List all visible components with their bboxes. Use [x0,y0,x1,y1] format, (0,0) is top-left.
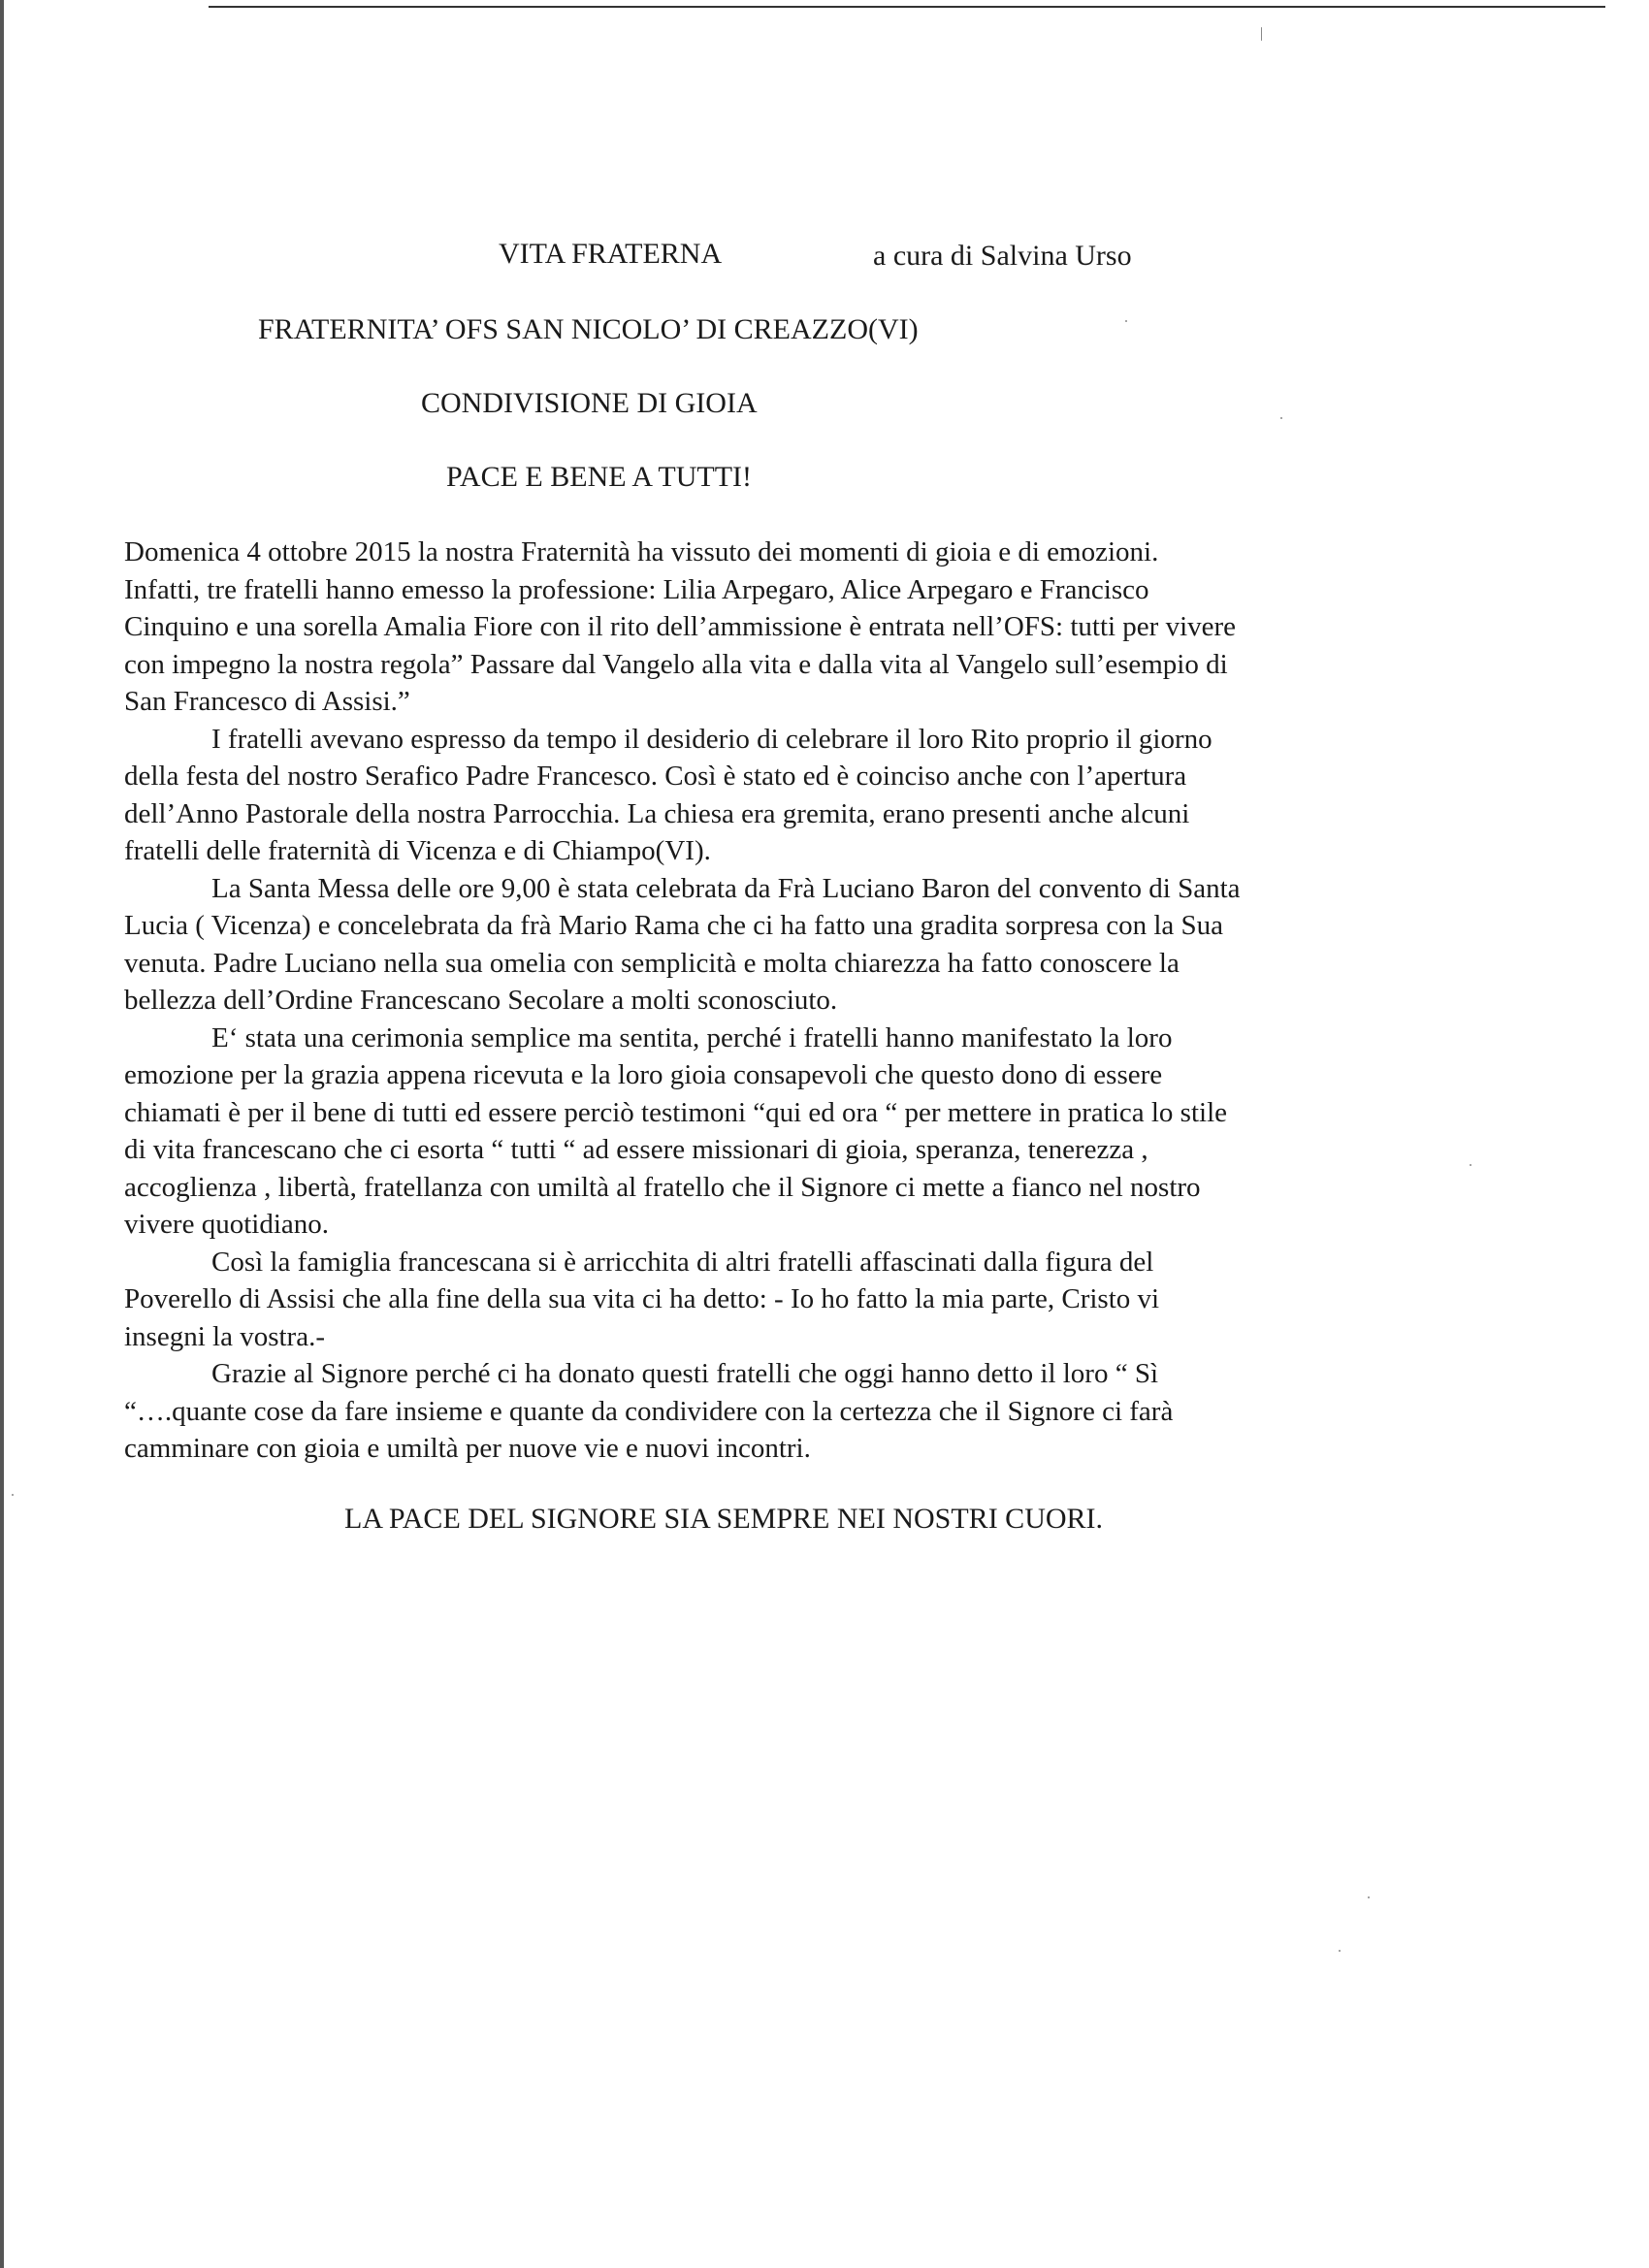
scan-top-rule [209,6,1605,8]
section-title: VITA FRATERNA [499,238,723,270]
greeting: PACE E BENE A TUTTI! [446,461,753,493]
body-line: “….quante cose da fare insieme e quante da condividere con la certezza che il Signore ci farà [124,1395,1174,1427]
body-line: dell’Anno Pastorale della nostra Parrocchia. La chiesa era gremita, erano presenti anche alcuni [124,797,1190,829]
body-line: Così la famiglia francescana si è arricchita di altri fratelli affascinati dalla figura del [211,1246,1154,1278]
scan-speck [1125,320,1127,322]
scan-speck [1261,27,1262,41]
body-line: accoglienza , libertà, fratellanza con umiltà al fratello che il Signore ci mette a fianco nel nostro [124,1171,1201,1203]
body-line: con impegno la nostra regola” Passare dal Vangelo alla vita e dalla vita al Vangelo sull’esempio di [124,648,1228,680]
body-line: E‘ stata una cerimonia semplice ma sentita, perché i fratelli hanno manifestato la loro [211,1021,1173,1053]
body-line: emozione per la grazia appena ricevuta e la loro gioia consapevoli che questo dono di essere [124,1059,1163,1090]
scan-speck [12,1494,14,1496]
body-line: camminare con gioia e umiltà per nuove vie e nuovi incontri. [124,1433,811,1464]
author-credit: a cura di Salvina Urso [873,240,1132,272]
article-body [124,534,1385,1468]
body-line: chiamati è per il bene di tutti ed essere perciò testimoni “qui ed ora “ per mettere in pratica lo stile [124,1096,1228,1128]
body-line: insegni la vostra.- [124,1320,325,1352]
body-line: bellezza dell’Ordine Francescano Secolare a molti sconosciuto. [124,985,838,1016]
body-line: San Francesco di Assisi.” [124,686,410,717]
body-line: La Santa Messa delle ore 9,00 è stata celebrata da Frà Luciano Baron del convento di Santa [211,872,1241,904]
body-line: Grazie al Signore perché ci ha donato questi fratelli che oggi hanno detto il loro “ Sì [211,1358,1159,1389]
scan-left-edge [0,0,4,2268]
body-line: della festa del nostro Serafico Padre Francesco. Così è stato ed è coinciso anche con l’apertura [124,761,1187,792]
closing-blessing: LA PACE DEL SIGNORE SIA SEMPRE NEI NOSTRI CUORI. [344,1503,1104,1535]
body-line: Poverello di Assisi che alla fine della sua vita ci ha detto: - Io ho fatto la mia parte, Cristo vi [124,1283,1160,1314]
article-title: CONDIVISIONE DI GIOIA [421,387,758,419]
scan-speck [1470,1164,1471,1166]
fraternity-name: FRATERNITA’ OFS SAN NICOLO’ DI CREAZZO(VI) [258,313,919,345]
scan-speck [1280,417,1282,419]
scan-speck [1339,1950,1341,1952]
body-line: vivere quotidiano. [124,1209,330,1240]
body-line: di vita francescano che ci esorta “ tutti “ ad essere missionari di gioia, speranza, tenerezza , [124,1134,1148,1165]
body-line: Lucia ( Vicenza) e concelebrata da frà Mario Rama che ci ha fatto una gradita sorpresa con la Sua [124,910,1223,941]
body-line: Infatti, tre fratelli hanno emesso la professione: Lilia Arpegaro, Alice Arpegaro e Francisco [124,573,1149,605]
body-line: Domenica 4 ottobre 2015 la nostra Fraternità ha vissuto dei momenti di gioia e di emozioni. [124,536,1159,567]
body-line: Cinquino e una sorella Amalia Fiore con il rito dell’ammissione è entrata nell’OFS: tutti per vivere [124,611,1237,642]
body-line: venuta. Padre Luciano nella sua omelia con semplicità e molta chiarezza ha fatto conoscere la [124,947,1180,979]
scan-speck [1368,1896,1370,1898]
body-line: I fratelli avevano espresso da tempo il desiderio di celebrare il loro Rito proprio il giorno [211,723,1212,755]
body-line: fratelli delle fraternità di Vicenza e di Chiampo(VI). [124,835,711,866]
